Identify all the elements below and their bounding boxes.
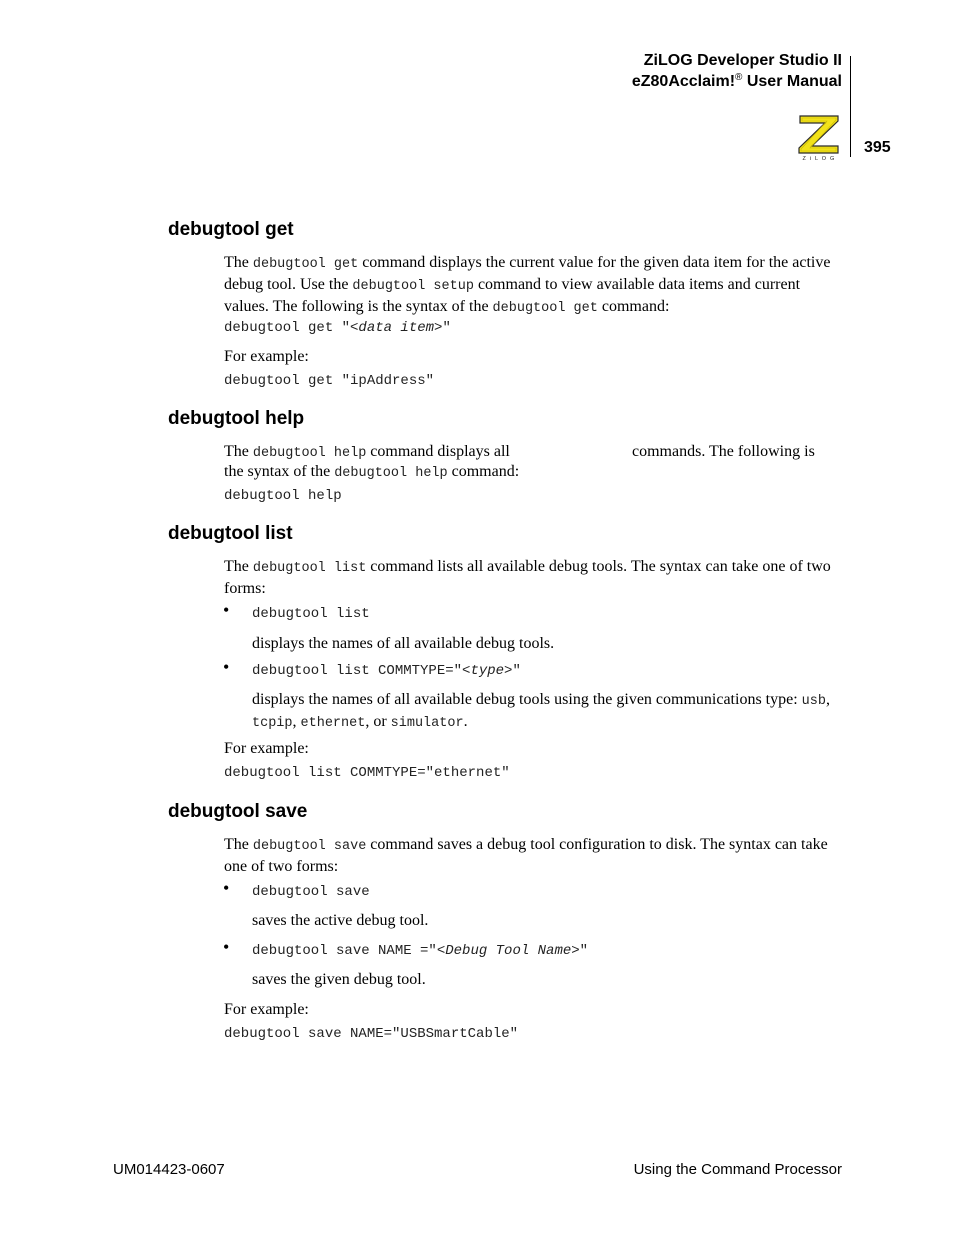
- heading-debugtool-get: debugtool get: [168, 219, 294, 240]
- paragraph-help-line1: The debugtool help command displays all: [224, 443, 510, 461]
- desc-list-form2: displays the names of all available debug tools using the given communications type: usb, tcpip, ethernet, or simulator.: [252, 691, 830, 731]
- code-list-form1: debugtool list: [252, 606, 370, 622]
- footer-document-id: UM014423-0607: [113, 1161, 225, 1178]
- example-label-save: For example:: [224, 1001, 309, 1018]
- paragraph-help-line2: the syntax of the debugtool help command:: [224, 463, 520, 481]
- paragraph-list-description: The debugtool list command lists all available debug tools. The syntax can take one of two forms:: [224, 558, 831, 597]
- code-help: debugtool help: [224, 488, 342, 504]
- code-list-example: debugtool list COMMTYPE="ethernet": [224, 765, 510, 781]
- code-get-example: debugtool get "ipAddress": [224, 373, 435, 389]
- paragraph-get-description: The debugtool get command displays the current value for the given data item for the active debug tool. Use the debugtool setup command to view available data items and current values. The following is the syntax of the debugtool get command:: [224, 254, 831, 316]
- header-title-line2: eZ80Acclaim!® User Manual: [631, 72, 842, 90]
- zilog-logo-graphic: [796, 113, 842, 161]
- code-save-form2: debugtool save NAME ="<Debug Tool Name>": [252, 943, 589, 959]
- bullet-save-1: •: [223, 878, 230, 898]
- paragraph-save-description: The debugtool save command saves a debug tool configuration to disk. The syntax can take one of two forms:: [224, 836, 828, 875]
- bullet-save-2: •: [223, 937, 230, 957]
- header-divider: [850, 56, 851, 157]
- bullet-list-1: •: [223, 600, 230, 620]
- bullet-list-2: •: [223, 657, 230, 677]
- desc-save-form2: saves the given debug tool.: [252, 971, 426, 988]
- example-label-list: For example:: [224, 740, 309, 757]
- code-get-syntax: debugtool get "<data item>": [224, 320, 451, 336]
- code-list-form2: debugtool list COMMTYPE="<type>": [252, 663, 521, 679]
- header-title-line1: ZiLOG Developer Studio II: [643, 52, 842, 69]
- heading-debugtool-list: debugtool list: [168, 523, 293, 544]
- example-label-get: For example:: [224, 348, 309, 365]
- footer-chapter-title: Using the Command Processor: [633, 1161, 842, 1178]
- zilog-logo: [796, 113, 842, 161]
- heading-debugtool-help: debugtool help: [168, 408, 305, 429]
- paragraph-help-line1-end: commands. The following is: [632, 443, 815, 460]
- desc-list-form1: displays the names of all available debug tools.: [252, 635, 555, 652]
- code-save-form1: debugtool save: [252, 884, 370, 900]
- heading-debugtool-save: debugtool save: [168, 801, 308, 822]
- code-save-example: debugtool save NAME="USBSmartCable": [224, 1026, 519, 1042]
- svg-text:Z i L O G: Z i L O G: [802, 156, 836, 161]
- page-number: 395: [864, 139, 891, 156]
- desc-save-form1: saves the active debug tool.: [252, 912, 429, 929]
